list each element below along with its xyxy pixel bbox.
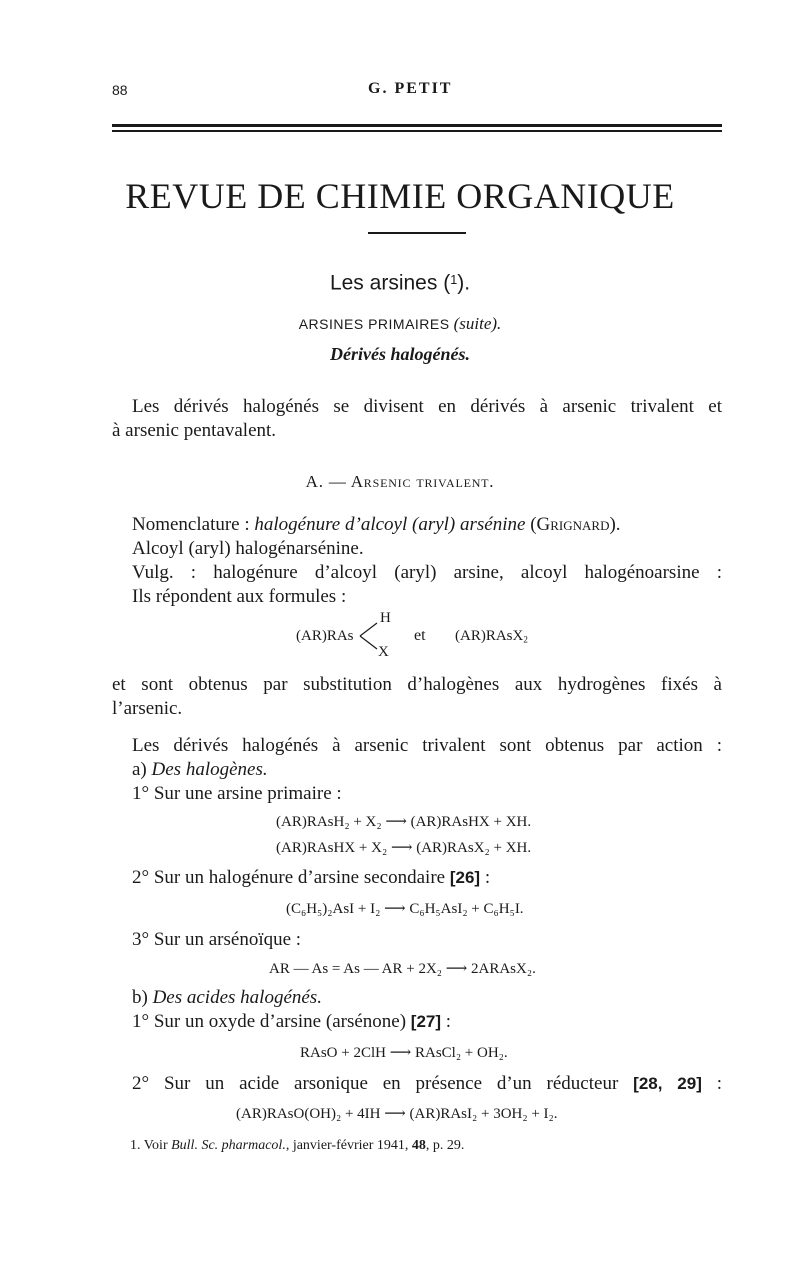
formula-upper: H [380,610,391,626]
section-heading-text: ARSINES PRIMAIRES [298,316,450,332]
method-a1: 1° Sur une arsine primaire : [132,783,342,804]
title-rule [368,232,466,234]
footnote-end: , p. 29. [425,1138,465,1153]
method-a [132,758,268,782]
formula-right-sub: 2 [523,634,528,645]
footnote-marker: 1 [450,273,458,287]
equation-4: AR — As = As — AR + 2X₂ ⟶ 2ARAsX₂. [269,961,536,977]
footnote [130,1136,464,1156]
section-heading [0,314,800,334]
nomenclature-italic: halogénure d’alcoyl (aryl) arsénine [254,514,526,535]
nomenclature-line-2: Alcoyl (aryl) halogénarsénine. [132,538,364,559]
chapter-title: REVUE DE CHIMIE ORGANIQUE [125,176,675,216]
nomenclature-paren-close: ). [609,514,621,535]
method-a2-text: 2° Sur un halogénure d’arsine secondaire [132,867,450,888]
intro-line-2: à arsenic pentavalent. [112,420,277,441]
formula-conj: et [414,627,426,644]
method-a-label: a) [132,759,152,780]
obtained-line-1: et sont obtenus par substitution d’halogènes aux hydrogènes fixés à [112,674,722,695]
nomenclature-label: Nomenclature : [132,514,255,535]
method-a2-end: : [480,867,491,888]
formula-right [455,626,528,649]
intro-line-1: Les dérivés halogénés se divisent en dérivés à arsenic trivalent et [132,396,722,417]
equation-1: (AR)RAsH₂ + X₂ ⟶ (AR)RAsHX + XH. [276,814,532,830]
equation-5: RAsO + 2ClH ⟶ RAsCl₂ + OH₂. [300,1045,508,1061]
method-b2 [132,1072,722,1096]
equation-2: (AR)RAsHX + X₂ ⟶ (AR)RAsX₂ + XH. [276,840,532,856]
footnote-number: 1. [130,1138,141,1153]
method-b2-end: : [701,1073,723,1094]
nomenclature-line-4: Ils répondent aux formules : [132,586,347,607]
subtitle-text: Les arsines [329,271,438,295]
formula-lower: X [378,644,389,660]
page-number: 88 [112,82,128,98]
running-title: G. PETIT [368,80,453,97]
footnote-journal: Bull. Sc. pharmacol. [171,1138,286,1153]
section-heading-suite: (suite). [453,314,502,333]
method-b [132,986,322,1010]
footnote-mid: , janvier-février 1941, [285,1138,412,1153]
method-b-text: Des acides halogénés. [152,987,322,1008]
footnote-volume: 48 [411,1138,426,1153]
header-rule-bottom [112,130,722,132]
article-subtitle: Les arsines ($^1$). [329,271,471,295]
method-b2-text: 2° Sur un acide arsonique en présence d’un réducteur [132,1073,634,1094]
method-a3: 3° Sur un arsénoïque : [132,929,302,950]
header-rule-top [112,124,722,127]
method-b-label: b) [132,987,153,1008]
footnote-pre: Voir [140,1138,172,1153]
formula-right-text: (AR)RAsX [455,628,524,644]
equation-6: (AR)RAsO(OH)₂ + 4IH ⟶ (AR)RAsI₂ + 3OH₂ + I₂. [236,1106,558,1122]
method-a-text: Des halogènes. [151,759,268,780]
part-a-heading: A. — Arsenic trivalent. [305,472,495,491]
method-b1-end: : [441,1011,452,1032]
nomenclature-paren-open: ( [525,514,537,535]
method-a2-ref: [26] [449,868,481,887]
section-subheading: Dérivés halogénés. [330,344,470,364]
nomenclature-line-3: Vulg. : halogénure d’alcoyl (aryl) arsine, alcoyl halogénoarsine : [132,562,722,583]
method-b2-ref: [28, 29] [633,1074,702,1093]
obtained-line-2: l’arsenic. [112,698,183,719]
method-b1-ref: [27] [410,1012,442,1031]
method-a2 [132,866,490,890]
equation-3: (C₆H₅)₂AsI + I₂ ⟶ C₆H₅AsI₂ + C₆H₅I. [286,901,524,917]
nomenclature-line-1 [132,513,621,537]
method-b1 [132,1010,451,1034]
methods-intro: Les dérivés halogénés à arsenic trivalent sont obtenus par action : [132,735,722,756]
method-b1-text: 1° Sur un oxyde d’arsine (arsénone) [132,1011,411,1032]
formula-bond-lines [358,620,380,652]
nomenclature-author: Grignard [536,514,610,535]
formula-left: (AR)RAs [296,628,354,644]
subtitle-end: . [464,271,471,295]
